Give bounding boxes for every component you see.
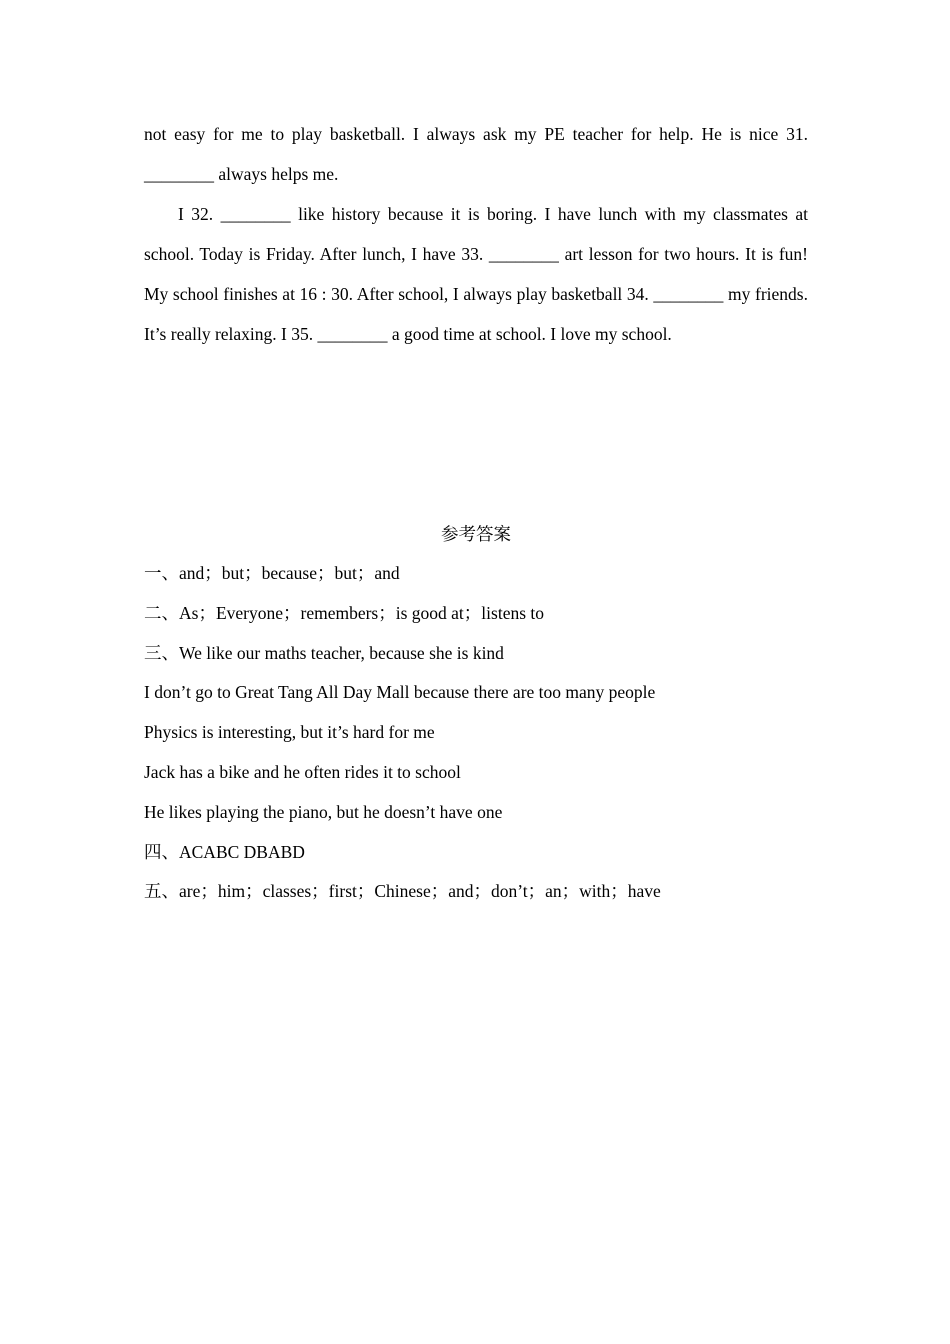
answer-line: 二、As；Everyone；remembers；is good at；listens to — [144, 602, 545, 623]
answer-line: 五、are；him；classes；first；Chinese；and；don’t；an；with；have — [144, 881, 661, 902]
answer-key-title: 参考答案 — [441, 524, 511, 544]
answer-line: 一、and；but；because；but；and — [144, 563, 400, 583]
answer-line: I don’t go to Great Tang All Day Mall because there are too many people — [144, 682, 656, 703]
answer-key — [144, 554, 808, 912]
reading-passage — [144, 114, 808, 354]
answer-line: He likes playing the piano, but he doesn’t have one — [144, 801, 503, 822]
answer-line: 三、We like our maths teacher, because she is kind — [144, 642, 504, 663]
passage-paragraph-1: not easy for me to play basketball. I always ask my PE teacher for help. He is nice 31. ________ always helps me. — [144, 124, 808, 184]
passage-paragraph-2: I 32. ________ like history because it is boring. I have lunch with my classmates at school. Today is Friday. After lunch, I have 33. ________ art lesson for two hours. It is fun! My school finishes at 16 : 30. After school, I always play basketball 34. ________ my friends. It’s really relaxing. I 35. ________ a good time at school. I love my school. — [144, 204, 808, 344]
answer-line: Physics is interesting, but it’s hard for me — [144, 722, 435, 743]
answer-line: Jack has a bike and he often rides it to school — [144, 761, 461, 782]
answer-line: 四、ACABC DBABD — [144, 841, 305, 862]
